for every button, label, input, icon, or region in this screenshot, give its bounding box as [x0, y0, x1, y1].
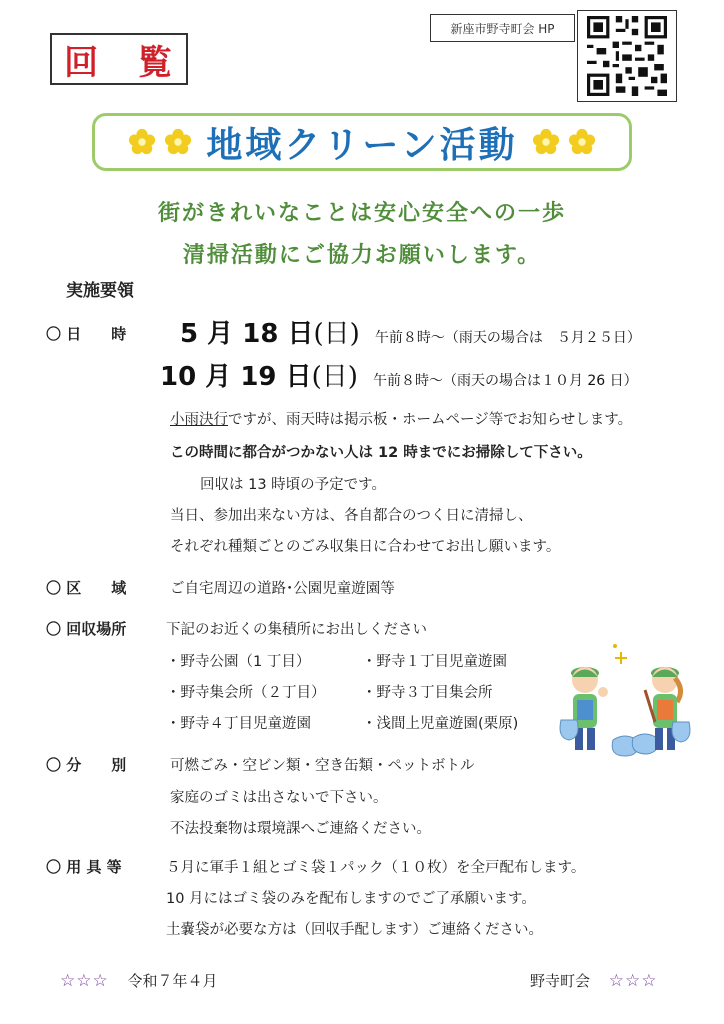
footer-date-block — [60, 970, 218, 991]
date-month: 5 — [180, 319, 199, 349]
date-day-unit: 日 — [285, 362, 312, 392]
date-primary — [180, 313, 641, 350]
date-month-unit: 月 — [205, 362, 232, 392]
organization-name: 野寺町会 — [530, 972, 591, 990]
date-day: 18 — [242, 319, 279, 349]
sorting-line: 不法投棄物は環境課へご連絡ください。 — [170, 821, 431, 837]
date-month: 10 — [160, 362, 197, 392]
rain-notice-text: ですが、雨天時は掲示板・ホームページ等でお知らせします。 — [228, 412, 633, 428]
collection-place: ・野寺公園（1 丁目） — [166, 654, 311, 670]
schedule-label: 〇 日 時 — [46, 325, 127, 343]
absent-notice-2: それぞれ種類ごとのごみ収集日に合わせてお出し願います。 — [170, 539, 561, 555]
supplies-line: 10 月にはゴミ袋のみを配布しますのでご了承願います。 — [166, 891, 536, 907]
subtitle-line-2: 清掃活動にご協力お願いします。 — [182, 243, 542, 268]
collection-place: ・浅間上児童遊園(栗原) — [362, 716, 519, 732]
title-banner — [92, 113, 632, 171]
stars-decoration: ☆☆☆ — [608, 971, 658, 991]
flower-icon — [128, 128, 156, 156]
page-title: 地域クリーン活動 — [206, 124, 518, 166]
area-label: 〇 区 域 — [46, 579, 127, 597]
collection-label: 〇 回収場所 — [46, 620, 127, 638]
collection-place: ・野寺１丁目児童遊園 — [362, 654, 507, 670]
issue-date: 令和７年４月 — [127, 972, 218, 990]
date-day: 19 — [240, 362, 277, 392]
date-secondary — [160, 356, 638, 393]
date-weekday: (日) — [313, 319, 360, 349]
date-note: 午前８時～（雨天の場合は ５月２５日） — [374, 330, 641, 346]
rain-notice — [170, 408, 632, 429]
collection-place: ・野寺集会所（２丁目） — [166, 685, 326, 701]
qr-code[interactable] — [577, 10, 677, 102]
flower-icon — [532, 128, 560, 156]
cleaning-volunteers-illustration — [555, 640, 695, 760]
sorting-line: 可燃ごみ・空ビン類・空き缶類・ペットボトル — [170, 758, 475, 774]
pickup-time-notice: 回収は 13 時頃の予定です。 — [200, 477, 387, 493]
date-weekday: (日) — [311, 362, 358, 392]
date-day-unit: 日 — [287, 319, 314, 349]
date-note: 午前８時～（雨天の場合は１０月 26 日） — [372, 373, 638, 389]
collection-place: ・野寺４丁目児童遊園 — [166, 716, 311, 732]
section-heading: 実施要領 — [66, 281, 134, 301]
stars-decoration: ☆☆☆ — [60, 971, 109, 991]
footer-org-block — [530, 970, 658, 991]
area-text: ご自宅周辺の道路･公園児童遊園等 — [170, 581, 395, 597]
subtitle-line-1: 街がきれいなことは安心安全への一歩 — [157, 201, 566, 226]
rain-policy: 小雨決行 — [170, 412, 228, 428]
supplies-line: ５月に軍手１組とゴミ袋１パック（１０枚）を全戸配布します。 — [166, 860, 586, 876]
flower-icon — [568, 128, 596, 156]
date-month-unit: 月 — [207, 319, 234, 349]
supplies-label: 〇 用 具 等 — [46, 858, 122, 876]
flower-icon — [164, 128, 192, 156]
circulation-notice-label: 回 覧 — [50, 33, 188, 85]
sorting-label: 〇 分 別 — [46, 756, 127, 774]
collection-intro: 下記のお近くの集積所にお出しください — [166, 622, 427, 638]
absent-notice-1: 当日、参加出来ない方は、各自都合のつく日に清掃し、 — [170, 508, 533, 524]
qr-code-icon — [587, 16, 667, 96]
alternate-time-notice: この時間に都合がつかない人は 12 時までにお掃除して下さい。 — [170, 445, 592, 461]
sorting-line: 家庭のゴミは出さないで下さい。 — [170, 790, 388, 806]
collection-place: ・野寺３丁目集会所 — [362, 685, 493, 701]
homepage-label: 新座市野寺町会 HP — [430, 14, 575, 42]
supplies-line: 土嚢袋が必要な方は（回収手配します）ご連絡ください。 — [166, 922, 543, 938]
